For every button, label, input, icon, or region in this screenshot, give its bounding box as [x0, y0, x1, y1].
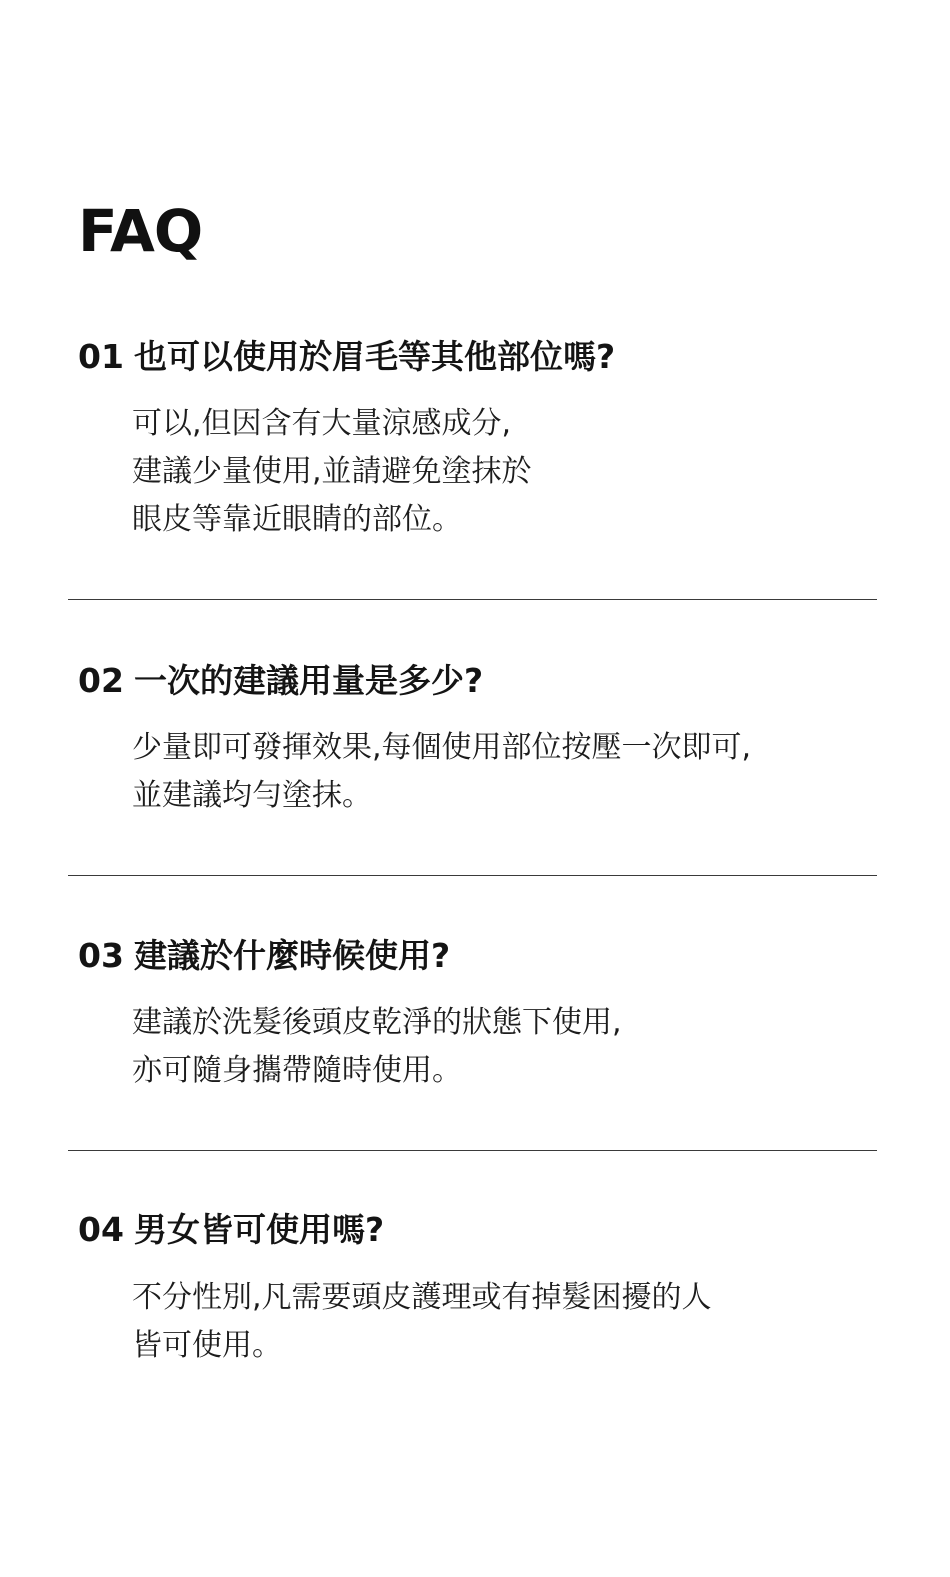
faq-answer-line: 皆可使用。 [132, 1328, 282, 1363]
faq-question [78, 1210, 384, 1250]
faq-answer-line: 建議少量使用,並請避免塗抹於 [132, 454, 532, 489]
divider [68, 599, 877, 600]
faq-answer-line: 可以,但因含有大量涼感成分, [132, 406, 512, 441]
faq-number: 04 [78, 1210, 124, 1249]
faq-number: 03 [78, 936, 124, 975]
faq-question [78, 936, 450, 976]
faq-question-text: 也可以使用於眉毛等其他部位嗎? [133, 337, 616, 376]
faq-answer-line: 並建議均勻塗抹。 [132, 778, 372, 813]
faq-answer-line: 亦可隨身攜帶隨時使用。 [132, 1053, 462, 1088]
faq-question [78, 661, 483, 701]
faq-answer [132, 999, 622, 1095]
faq-number: 02 [78, 661, 124, 700]
faq-question-text: 男女皆可使用嗎? [133, 1210, 385, 1249]
faq-answer-line: 眼皮等靠近眼睛的部位。 [132, 502, 462, 537]
faq-question-text: 建議於什麼時候使用? [133, 936, 451, 975]
faq-question [78, 337, 615, 377]
faq-answer [132, 1274, 712, 1370]
faq-answer [132, 724, 751, 820]
faq-number: 01 [78, 337, 124, 376]
divider [68, 1150, 877, 1151]
faq-question-text: 一次的建議用量是多少? [133, 661, 484, 700]
divider [68, 875, 877, 876]
faq-answer-line: 不分性別,凡需要頭皮護理或有掉髮困擾的人 [132, 1280, 712, 1315]
page-title: FAQ [78, 197, 203, 265]
faq-answer-line: 建議於洗髮後頭皮乾淨的狀態下使用, [132, 1005, 622, 1040]
faq-answer [132, 400, 532, 544]
faq-answer-line: 少量即可發揮效果,每個使用部位按壓一次即可, [132, 730, 752, 765]
